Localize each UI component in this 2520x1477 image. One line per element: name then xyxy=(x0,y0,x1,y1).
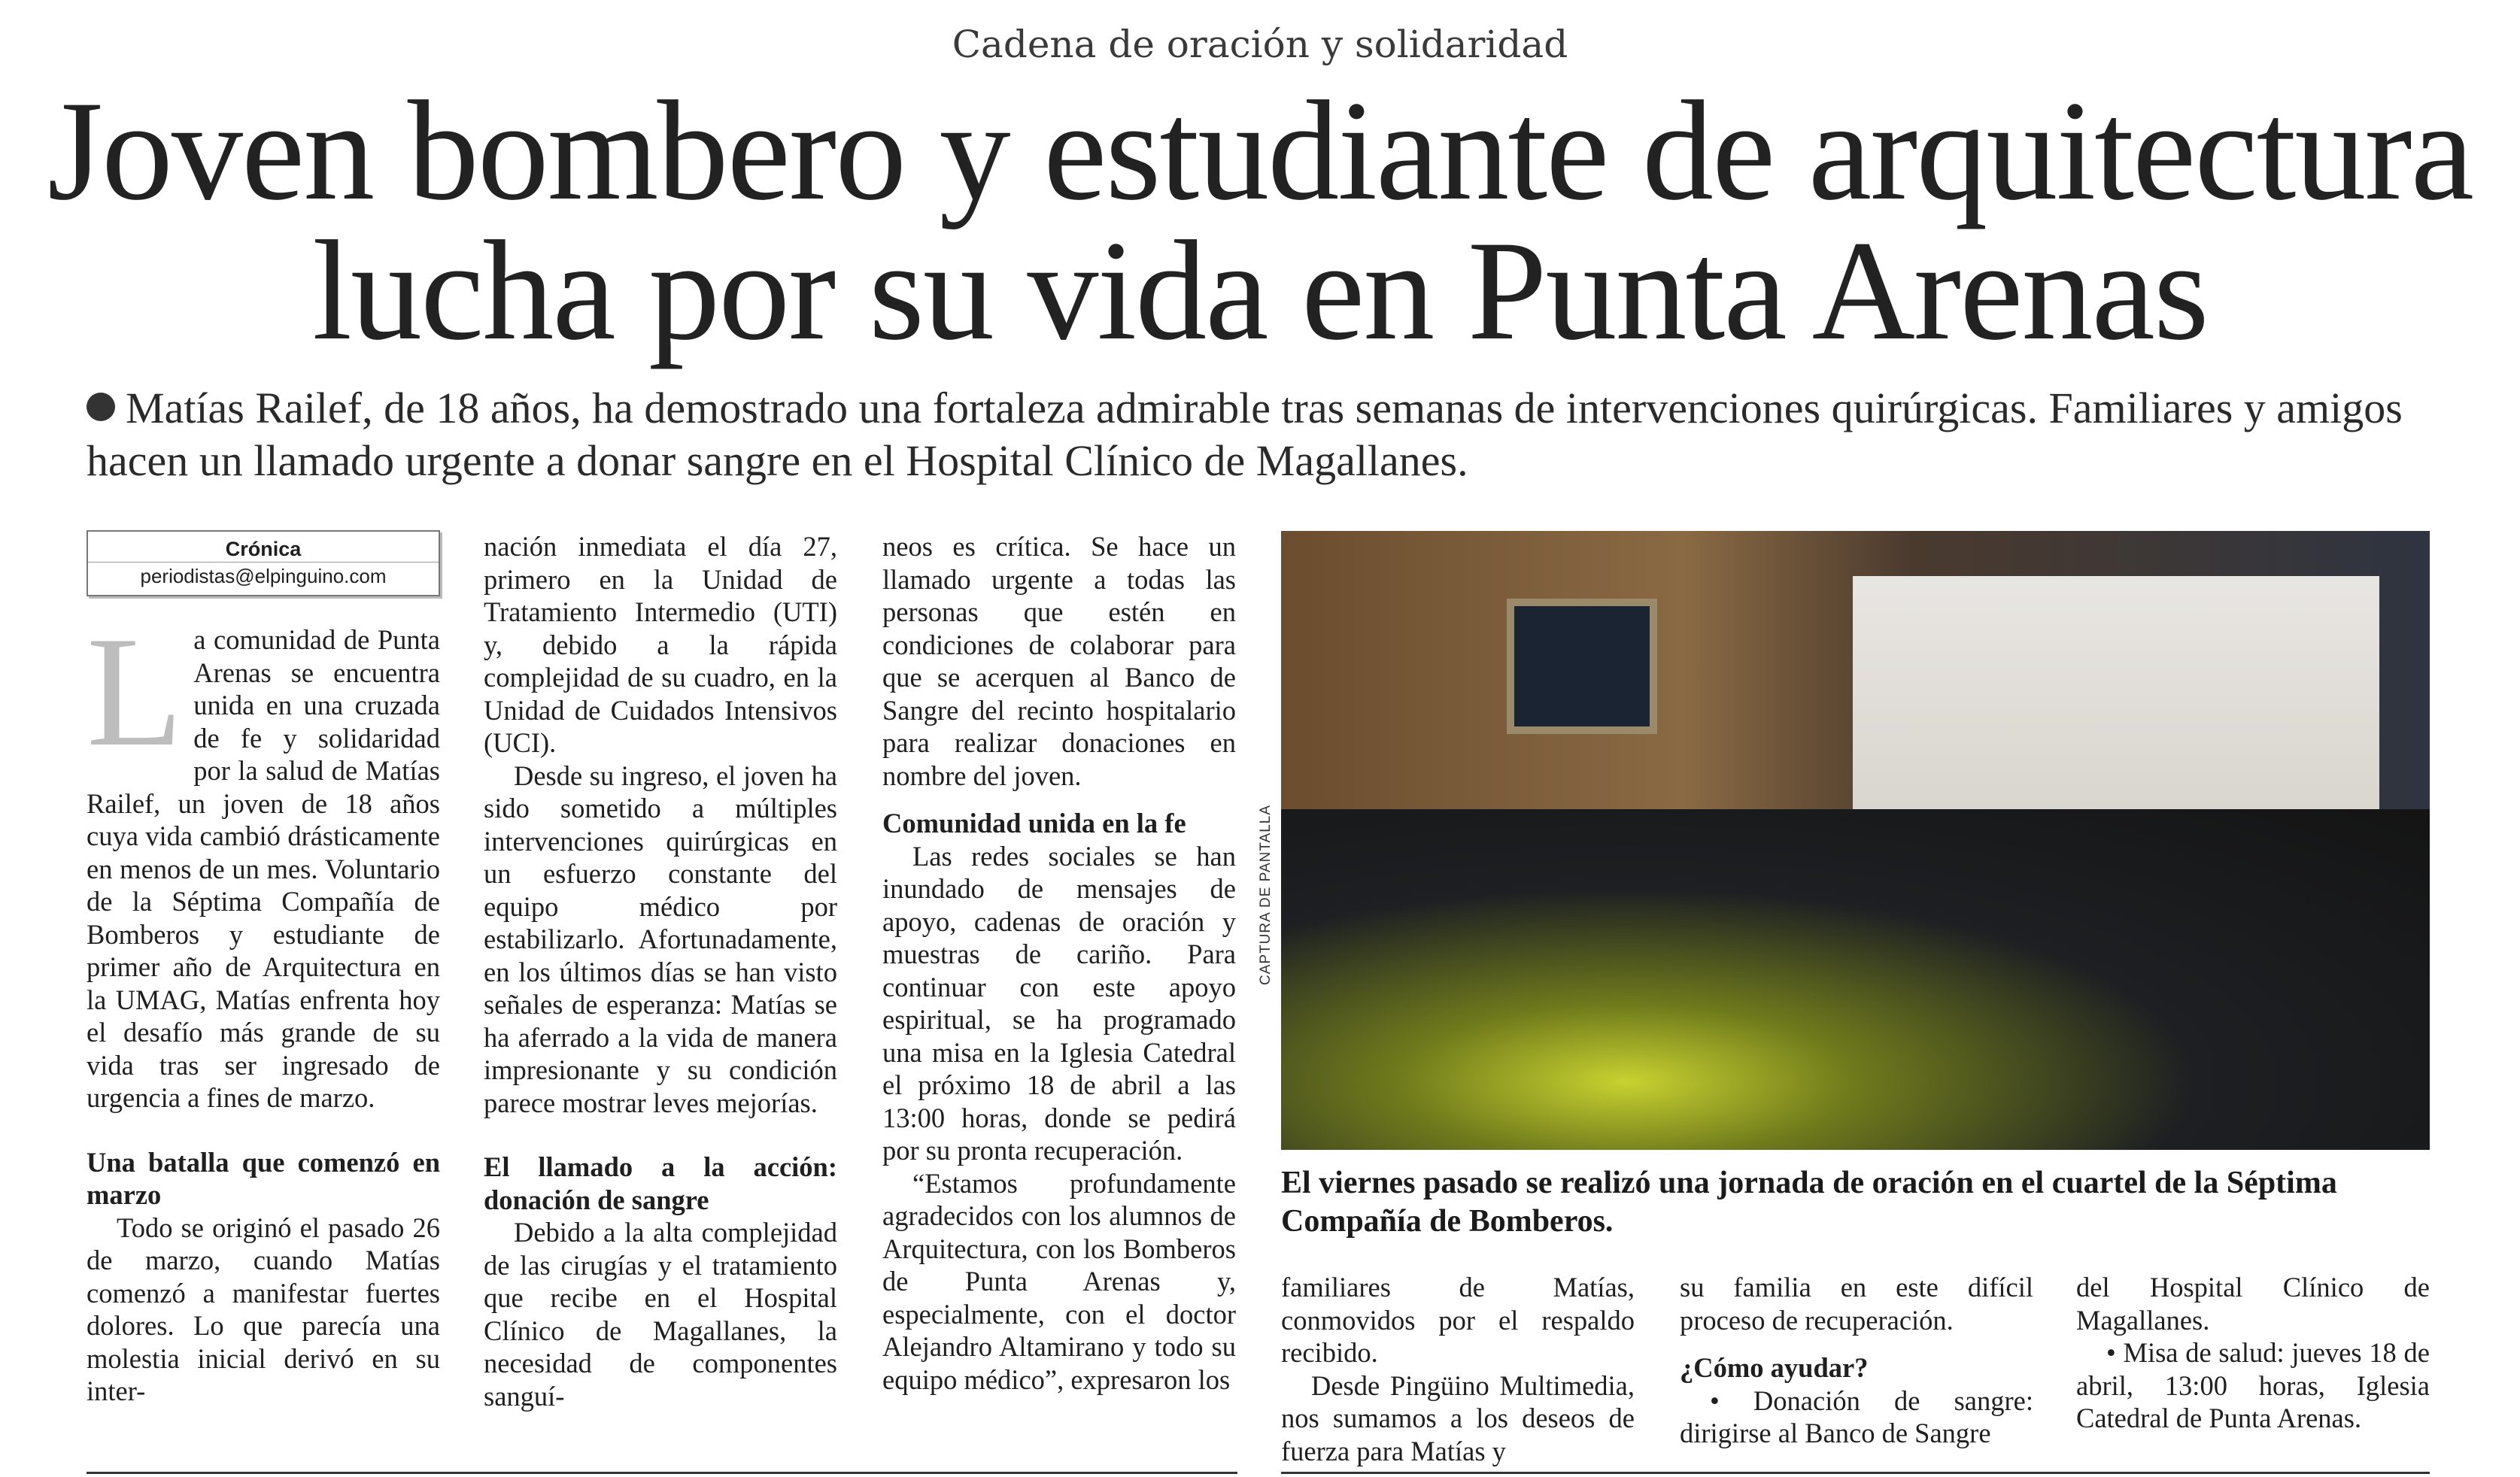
intro-text: a comunidad de Punta Arenas se encuentra unida en una cruzada de fe y solidaridad por la salud de Matías Railef, un joven de 18 años cuya vida cambió drásticamente en menos de un mes. Voluntario de la Séptima Compañía de Bomberos y estudiante de primer año de Arquitectura en la UMAG, Matías enfrenta hoy el desafío más grande de su vida tras ser ingresado de urgencia a fines de marzo. xyxy=(87,624,440,1113)
subheading: El llamado a la acción: donación de sangre xyxy=(484,1151,837,1215)
headline-line-2: lucha por su vida en Punta Arenas xyxy=(312,212,2208,370)
column-4 xyxy=(1281,1271,1635,1467)
author-credit-box xyxy=(87,530,440,596)
body-paragraph: Debido a la alta complejidad de las cirugías y el tratamiento que recibe en el Hospital Clínico de Magallanes, la necesidad de componentes sanguí- xyxy=(484,1217,837,1412)
body-paragraph: neos es crítica. Se hace un llamado urgente a todas las personas que estén en condiciones de colaborar para que se acerquen al Banco de Sangre del recinto hospitalario para realizar donaciones en nombre del joven. xyxy=(882,531,1236,791)
deck xyxy=(87,382,2433,487)
drop-cap: L xyxy=(87,605,184,779)
body-paragraph: • Misa de salud: jueves 18 de abril, 13:00 horas, Iglesia Catedral de Punta Arenas. xyxy=(2076,1337,2430,1433)
column-2 xyxy=(484,530,837,1412)
headline xyxy=(45,72,2475,370)
bottom-rule-right xyxy=(1281,1472,2430,1474)
subheading: ¿Cómo ayudar? xyxy=(1680,1352,1869,1383)
photo-crowd xyxy=(1281,809,2430,1150)
deck-text: Matías Railef, de 18 años, ha demostrado una fortaleza admirable tras semanas de intervenciones quirúrgicas. Familiares y amigos hacen un llamado urgente a donar sangre en el Hospital Clínico de Magallanes. xyxy=(87,384,2403,485)
body-paragraph: • Donación de sangre: dirigirse al Banco de Sangre xyxy=(1680,1384,2033,1448)
photo-window xyxy=(1507,599,1657,734)
subheading: Una batalla que comenzó en marzo xyxy=(87,1146,440,1210)
body-paragraph: Desde Pingüino Multimedia, nos sumamos a los deseos de fuerza para Matías y xyxy=(1281,1369,1635,1466)
column-5 xyxy=(1680,1271,2033,1450)
bullet-icon xyxy=(87,393,115,421)
photo-caption: El viernes pasado se realizó una jornada de oración en el cuartel de la Séptima Compañía de Bomberos. xyxy=(1281,1166,2337,1239)
photo-credit: CAPTURA DE PANTALLA xyxy=(1258,804,1274,985)
body-paragraph: “Estamos profundamente agradecidos con los alumnos de Arquitectura, con los Bomberos de Punta Arenas y, especialmente, con el doctor Alejandro Altamirano y todo su equipo médico”, expresaron los xyxy=(882,1167,1236,1395)
bottom-rule-left xyxy=(87,1472,1237,1474)
news-photo xyxy=(1281,531,2430,1150)
column-1 xyxy=(87,530,440,1408)
section-label: Crónica xyxy=(88,532,439,563)
body-paragraph: Todo se originó el pasado 26 de marzo, cuando Matías comenzó a manifestar fuertes dolores. Lo que parecía una molestia inicial derivó en su inter- xyxy=(87,1212,440,1406)
body-paragraph: del Hospital Clínico de Magallanes. xyxy=(2076,1272,2430,1336)
body-paragraph: su familia en este difícil proceso de recuperación. xyxy=(1680,1272,2033,1336)
body-paragraph: nación inmediata el día 27, primero en la Unidad de Tratamiento Intermedio (UTI) y, debido a la rápida complejidad de su cuadro, en la Unidad de Cuidados Intensivos (UCI). xyxy=(484,531,837,758)
subheading: Comunidad unida en la fe xyxy=(882,808,1186,839)
body-paragraph: Las redes sociales se han inundado de mensajes de apoyo, cadenas de oración y muestras de cariño. Para continuar con este apoyo espiritual, se ha programado una misa en la Iglesia Catedral el próximo 18 de abril a las 13:00 horas, donde se pedirá por su pronta recuperación. xyxy=(882,840,1236,1166)
author-email: periodistas@elpinguino.com xyxy=(140,565,387,587)
intro-paragraph xyxy=(87,605,440,1115)
body-paragraph: Desde su ingreso, el joven ha sido sometido a múltiples intervenciones quirúrgicas en un esfuerzo constante del equipo médico por estabilizarlo. Afortunadamente, en los últimos días se han visto señales de esperanza: Matías se ha aferrado a la vida de manera impresionante y su condición parece mostrar leves mejorías. xyxy=(484,760,837,1118)
kicker: Cadena de oración y solidaridad xyxy=(952,23,1568,66)
headline-line-1: Joven bombero y estudiante de arquitectura xyxy=(47,72,2473,230)
column-3 xyxy=(882,530,1236,1396)
column-6 xyxy=(2076,1271,2430,1435)
body-paragraph: familiares de Matías, conmovidos por el respaldo recibido. xyxy=(1281,1272,1635,1368)
